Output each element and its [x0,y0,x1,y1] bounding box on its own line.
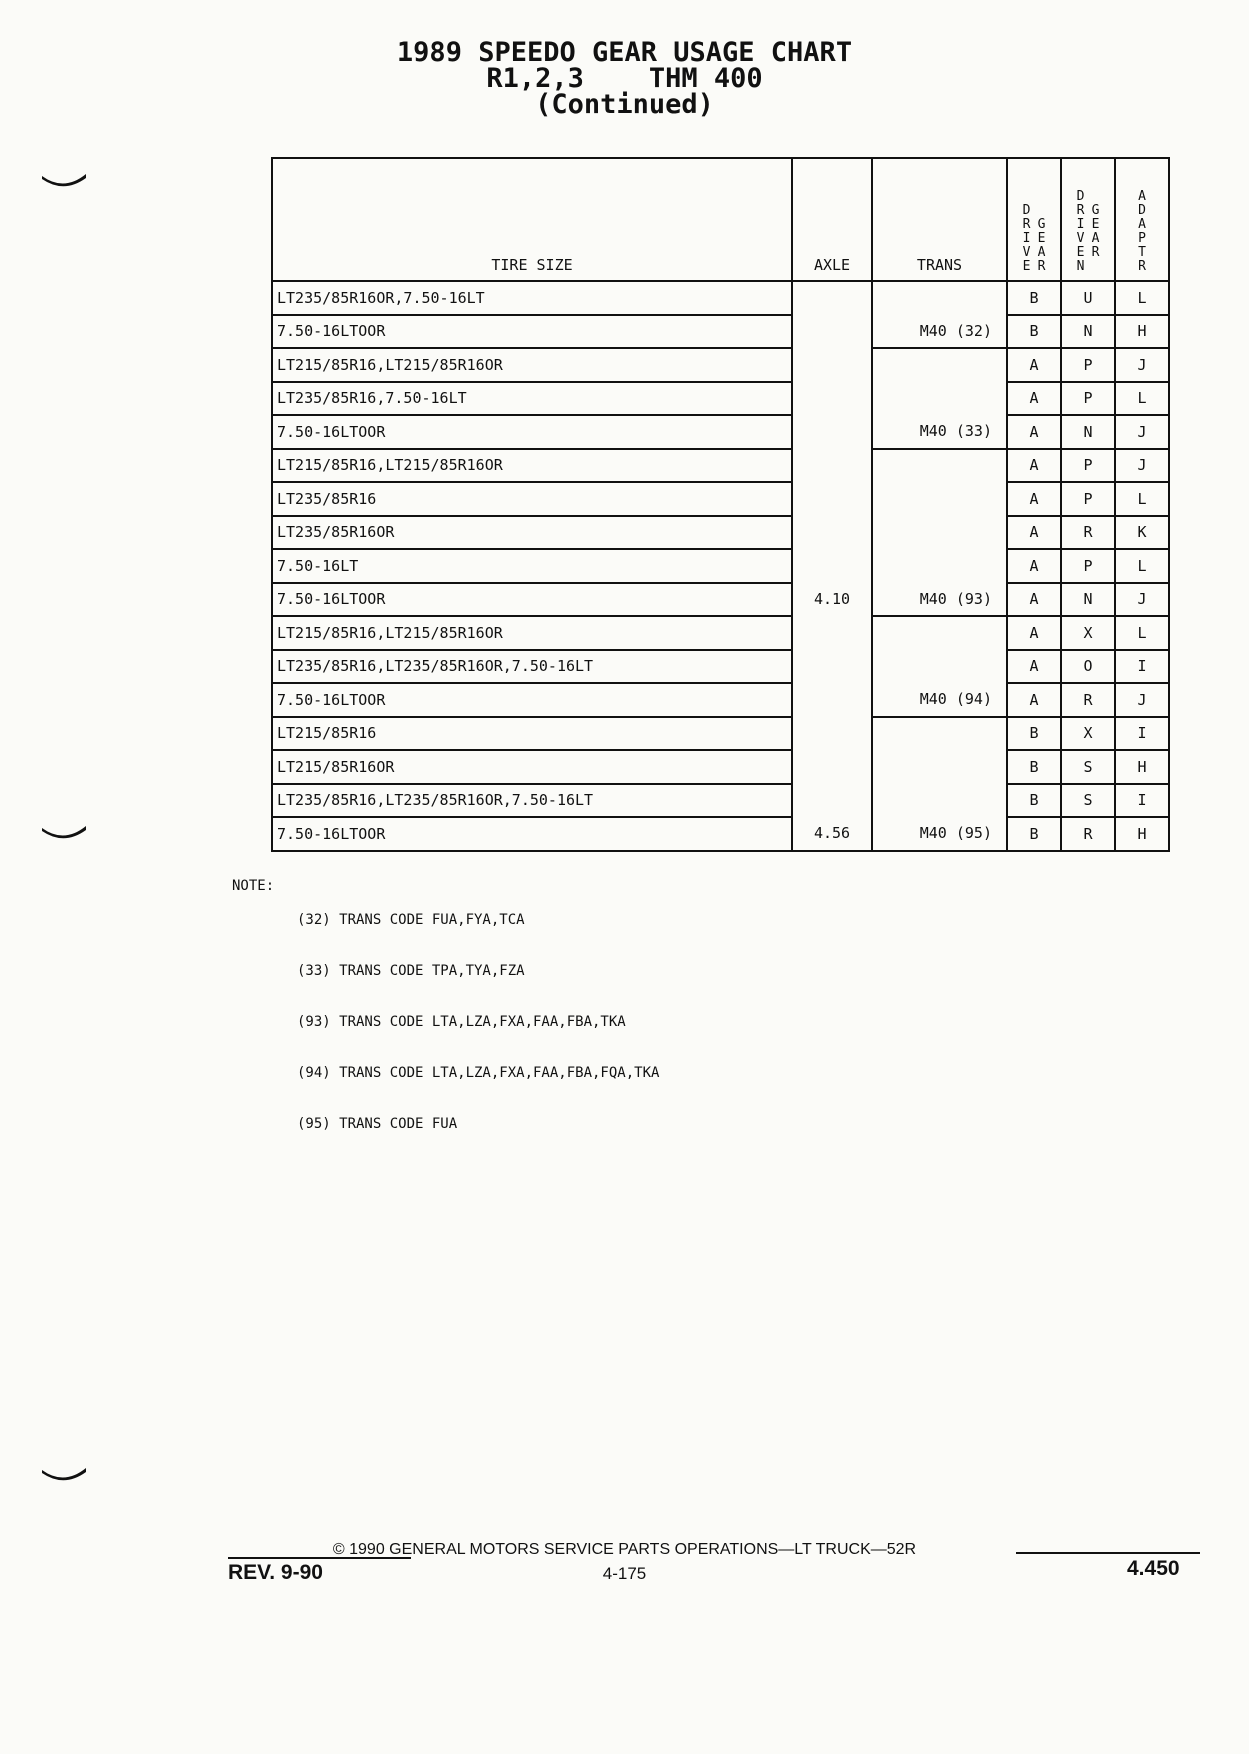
note-line: (33) TRANS CODE TPA,TYA,FZA [297,963,525,979]
trans-cell [872,382,1007,416]
tire-size-cell: 7.50-16LTOOR [272,415,792,449]
tire-size-cell: LT235/85R16 [272,482,792,516]
adapter-cell: L [1115,281,1169,315]
axle-cell [792,281,872,315]
section-number: 4.450 [1127,1557,1180,1580]
axle-cell [792,315,872,349]
page-number: 4-175 [602,1564,647,1583]
table-row [272,281,1169,315]
tire-size-cell: LT235/85R16,LT235/85R16OR,7.50-16LT [272,650,792,684]
table-row [272,516,1169,550]
trans-cell: M40 (95) [872,817,1007,851]
drive-gear-cell: B [1007,315,1061,349]
table-row [272,415,1169,449]
drive-gear-cell: B [1007,750,1061,784]
note-line: (94) TRANS CODE LTA,LZA,FXA,FAA,FBA,FQA,TKA [297,1065,660,1081]
adapter-cell: J [1115,449,1169,483]
tire-size-cell: LT235/85R16OR [272,516,792,550]
tire-size-cell: LT235/85R16OR,7.50-16LT [272,281,792,315]
notes-lines [297,878,797,1167]
driven-gear-cell: S [1061,750,1115,784]
copyright-line: © 1990 GENERAL MOTORS SERVICE PARTS OPERATIONS—LT TRUCK—52R [332,1541,917,1558]
trans-cell [872,281,1007,315]
tire-size-cell: 7.50-16LTOOR [272,315,792,349]
drive-gear-cell: A [1007,616,1061,650]
driven-gear-cell: N [1061,583,1115,617]
driven-gear-cell: P [1061,382,1115,416]
trans-cell [872,516,1007,550]
table-header-row [272,158,1169,281]
axle-cell [792,449,872,483]
axle-cell [792,650,872,684]
trans-cell [872,650,1007,684]
trans-cell [872,784,1007,818]
header-driven-gear: D R I V E N G E A R [1061,158,1115,281]
drive-gear-cell: A [1007,683,1061,717]
axle-cell [792,348,872,382]
tire-size-cell: LT215/85R16,LT215/85R16OR [272,348,792,382]
trans-cell [872,616,1007,650]
axle-cell: 4.56 [792,817,872,851]
driven-gear-cell: X [1061,717,1115,751]
speedo-gear-table [271,157,1170,852]
trans-cell [872,717,1007,751]
trans-cell: M40 (94) [872,683,1007,717]
drive-gear-cell: A [1007,482,1061,516]
adapter-cell: H [1115,750,1169,784]
table-row [272,750,1169,784]
trans-cell [872,449,1007,483]
tire-size-cell: LT215/85R16 [272,717,792,751]
axle-cell [792,415,872,449]
driven-gear-cell: R [1061,683,1115,717]
page-title [0,37,1249,120]
table-row [272,616,1169,650]
trans-cell: M40 (33) [872,415,1007,449]
header-drive-gear: D R I V E G E A R [1007,158,1061,281]
drive-gear-cell: A [1007,348,1061,382]
trans-cell [872,482,1007,516]
table-row [272,382,1169,416]
note-line: (32) TRANS CODE FUA,FYA,TCA [297,912,525,928]
table-row [272,683,1169,717]
driven-gear-cell: P [1061,549,1115,583]
table-row [272,348,1169,382]
axle-cell [792,382,872,416]
binder-hole-mark-icon [40,1464,88,1482]
axle-cell [792,784,872,818]
drive-gear-cell: B [1007,281,1061,315]
tire-size-cell: LT235/85R16,7.50-16LT [272,382,792,416]
axle-cell [792,549,872,583]
tire-size-cell: 7.50-16LTOOR [272,817,792,851]
adapter-cell: H [1115,315,1169,349]
tire-size-cell: LT215/85R16,LT215/85R16OR [272,616,792,650]
drive-gear-cell: B [1007,784,1061,818]
adapter-cell: I [1115,717,1169,751]
driven-gear-cell: X [1061,616,1115,650]
adapter-cell: H [1115,817,1169,851]
drive-gear-cell: B [1007,817,1061,851]
adapter-cell: L [1115,616,1169,650]
driven-gear-cell: R [1061,817,1115,851]
table-row [272,482,1169,516]
drive-gear-cell: A [1007,382,1061,416]
adapter-cell: J [1115,683,1169,717]
adapter-cell: J [1115,348,1169,382]
drive-gear-cell: A [1007,583,1061,617]
driven-gear-cell: P [1061,482,1115,516]
trans-cell: M40 (93) [872,583,1007,617]
table-body [272,281,1169,851]
binder-hole-mark-icon [40,170,88,188]
binder-hole-mark-icon [40,822,88,840]
adapter-cell: J [1115,415,1169,449]
axle-cell [792,616,872,650]
axle-cell [792,717,872,751]
table-row [272,817,1169,851]
revision-label: REV. 9-90 [228,1561,323,1584]
adapter-cell: L [1115,382,1169,416]
adapter-cell: L [1115,482,1169,516]
driven-gear-cell: N [1061,415,1115,449]
header-trans: TRANS [872,158,1007,281]
drive-gear-cell: A [1007,415,1061,449]
driven-gear-cell: N [1061,315,1115,349]
trans-cell [872,348,1007,382]
notes-label: NOTE: [232,878,275,894]
drive-gear-cell: A [1007,650,1061,684]
title-line-1: 1989 SPEEDO GEAR USAGE CHART [396,37,853,68]
table-row [272,650,1169,684]
tire-size-cell: LT215/85R16,LT215/85R16OR [272,449,792,483]
driven-gear-cell: R [1061,516,1115,550]
header-adapter: A D A P T R [1115,158,1169,281]
axle-cell [792,482,872,516]
adapter-cell: L [1115,549,1169,583]
table-row [272,315,1169,349]
axle-cell [792,683,872,717]
driven-gear-cell: U [1061,281,1115,315]
drive-gear-cell: A [1007,549,1061,583]
driven-gear-cell: O [1061,650,1115,684]
adapter-cell: K [1115,516,1169,550]
driven-gear-cell: P [1061,449,1115,483]
tire-size-cell: 7.50-16LTOOR [272,683,792,717]
drive-gear-cell: A [1007,516,1061,550]
adapter-cell: I [1115,650,1169,684]
tire-size-cell: LT215/85R16OR [272,750,792,784]
driven-gear-cell: P [1061,348,1115,382]
table-row [272,549,1169,583]
note-line: (95) TRANS CODE FUA [297,1116,458,1132]
header-axle: AXLE [792,158,872,281]
tire-size-cell: 7.50-16LT [272,549,792,583]
adapter-cell: I [1115,784,1169,818]
table-row [272,717,1169,751]
tire-size-cell: 7.50-16LTOOR [272,583,792,617]
trans-cell [872,549,1007,583]
table-row [272,583,1169,617]
axle-cell [792,516,872,550]
drive-gear-cell: A [1007,449,1061,483]
title-line-2: R1,2,3 THM 400 [486,63,763,94]
driven-gear-cell: S [1061,784,1115,818]
tire-size-cell: LT235/85R16,LT235/85R16OR,7.50-16LT [272,784,792,818]
axle-cell: 4.10 [792,583,872,617]
adapter-cell: J [1115,583,1169,617]
header-tire-size: TIRE SIZE [272,158,792,281]
trans-cell [872,750,1007,784]
title-line-3: (Continued) [535,89,714,120]
drive-gear-cell: B [1007,717,1061,751]
axle-cell [792,750,872,784]
table-row [272,784,1169,818]
note-line: (93) TRANS CODE LTA,LZA,FXA,FAA,FBA,TKA [297,1014,626,1030]
table-row [272,449,1169,483]
trans-cell: M40 (32) [872,315,1007,349]
